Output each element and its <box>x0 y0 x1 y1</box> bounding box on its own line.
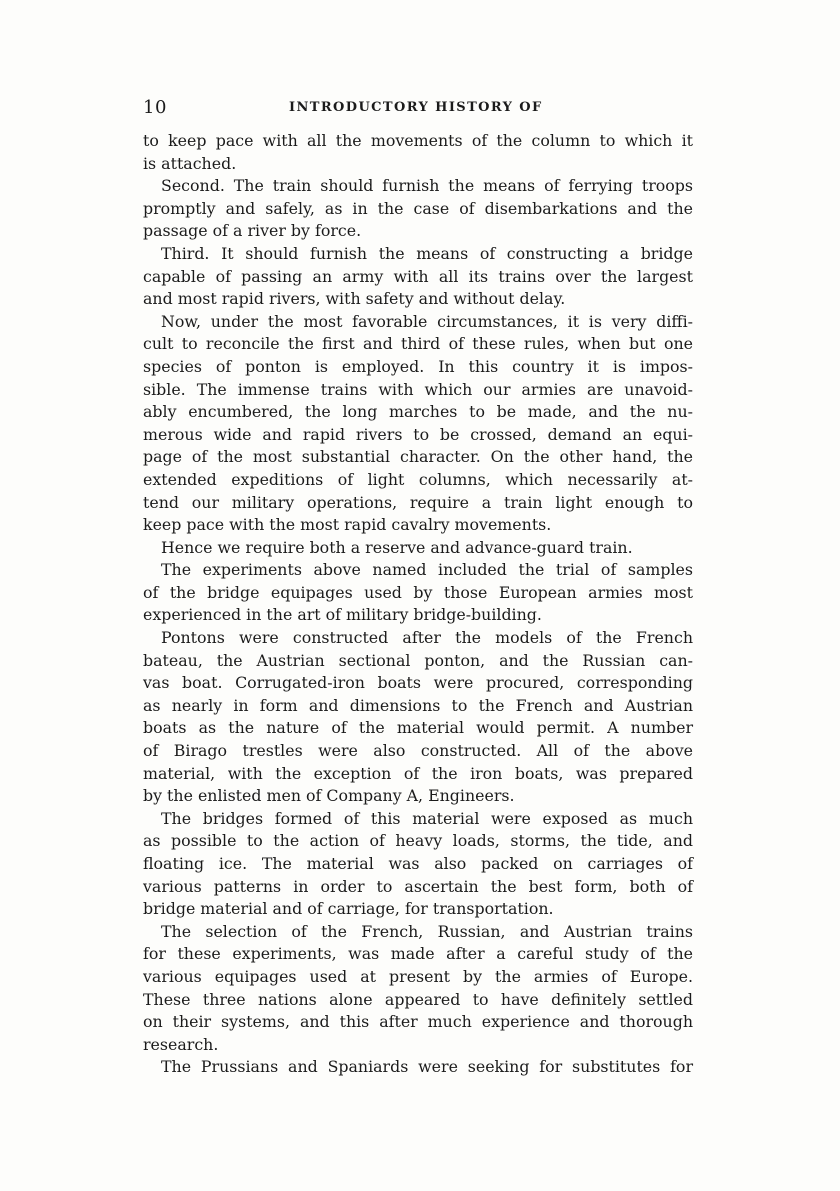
text-line: species of ponton is employed. In this country it is impos- <box>143 356 693 376</box>
text-line: keep pace with the most rapid cavalry movements. <box>143 515 552 535</box>
text-line: The Prussians and Spaniards were seeking for substitutes for <box>161 1057 693 1077</box>
text-line: Second. The train should furnish the means of ferrying troops <box>161 176 693 196</box>
text-line: bateau, the Austrian sectional ponton, and the Russian can- <box>143 650 693 670</box>
text-line: various patterns in order to ascertain the best form, both of <box>143 876 693 896</box>
text-line: and most rapid rivers, with safety and without delay. <box>143 289 566 309</box>
text-line: promptly and safely, as in the case of disembarkations and the <box>143 198 693 218</box>
text-line: bridge material and of carriage, for transportation. <box>143 899 554 919</box>
text-line: research. <box>143 1034 219 1054</box>
text-line: to keep pace with all the movements of the column to which it <box>143 131 693 150</box>
text-line: on their systems, and this after much experience and thorough <box>143 1012 693 1032</box>
text-line: for these experiments, was made after a careful study of the <box>143 944 693 964</box>
text-line: experienced in the art of military bridge-building. <box>143 605 542 625</box>
body-text <box>143 130 693 1079</box>
text-line: extended expeditions of light columns, which necessarily at- <box>143 469 693 489</box>
text-line: by the enlisted men of Company A, Engineers. <box>143 786 515 806</box>
text-line: of Birago trestles were also constructed. All of the above <box>143 741 693 761</box>
text-line: material, with the exception of the iron boats, was prepared <box>143 763 693 783</box>
text-line: The experiments above named included the trial of samples <box>161 560 693 580</box>
text-line: ably encumbered, the long marches to be made, and the nu- <box>143 402 693 422</box>
text-line: boats as the nature of the material would permit. A number <box>143 718 693 738</box>
text-line: Hence we require both a reserve and advance-guard train. <box>161 537 633 557</box>
text-line: Now, under the most favorable circumstances, it is very diffi- <box>161 311 693 331</box>
text-line: cult to reconcile the first and third of these rules, when but one <box>143 334 693 354</box>
text-line: Third. It should furnish the means of constructing a bridge <box>161 243 693 263</box>
page-header <box>143 97 693 121</box>
text-line: The selection of the French, Russian, and Austrian trains <box>161 921 693 941</box>
text-line: The bridges formed of this material were exposed as much <box>161 808 693 828</box>
text-line: floating ice. The material was also packed on carriages of <box>143 854 693 873</box>
text-line: capable of passing an army with all its trains over the largest <box>143 266 693 286</box>
text-line: tend our military operations, require a train light enough to <box>143 492 693 512</box>
text-line: sible. The immense trains with which our armies are unavoid- <box>143 379 693 399</box>
text-line: as possible to the action of heavy loads, storms, the tide, and <box>143 831 693 851</box>
text-line: passage of a river by force. <box>143 221 362 241</box>
text-line: merous wide and rapid rivers to be crossed, demand an equi- <box>143 424 693 444</box>
text-line: is attached. <box>143 153 237 173</box>
text-line: These three nations alone appeared to have definitely settled <box>143 989 693 1009</box>
text-line: of the bridge equipages used by those European armies most <box>143 582 693 602</box>
text-line: various equipages used at present by the armies of Europe. <box>143 966 693 986</box>
page-number: 10 <box>143 97 167 118</box>
running-head: INTRODUCTORY HISTORY OF <box>289 100 543 115</box>
text-line: as nearly in form and dimensions to the French and Austrian <box>143 695 693 715</box>
text-line: page of the most substantial character. On the other hand, the <box>143 447 693 467</box>
text-line: vas boat. Corrugated-iron boats were procured, corresponding <box>143 673 693 693</box>
text-line: Pontons were constructed after the models of the French <box>161 628 693 648</box>
